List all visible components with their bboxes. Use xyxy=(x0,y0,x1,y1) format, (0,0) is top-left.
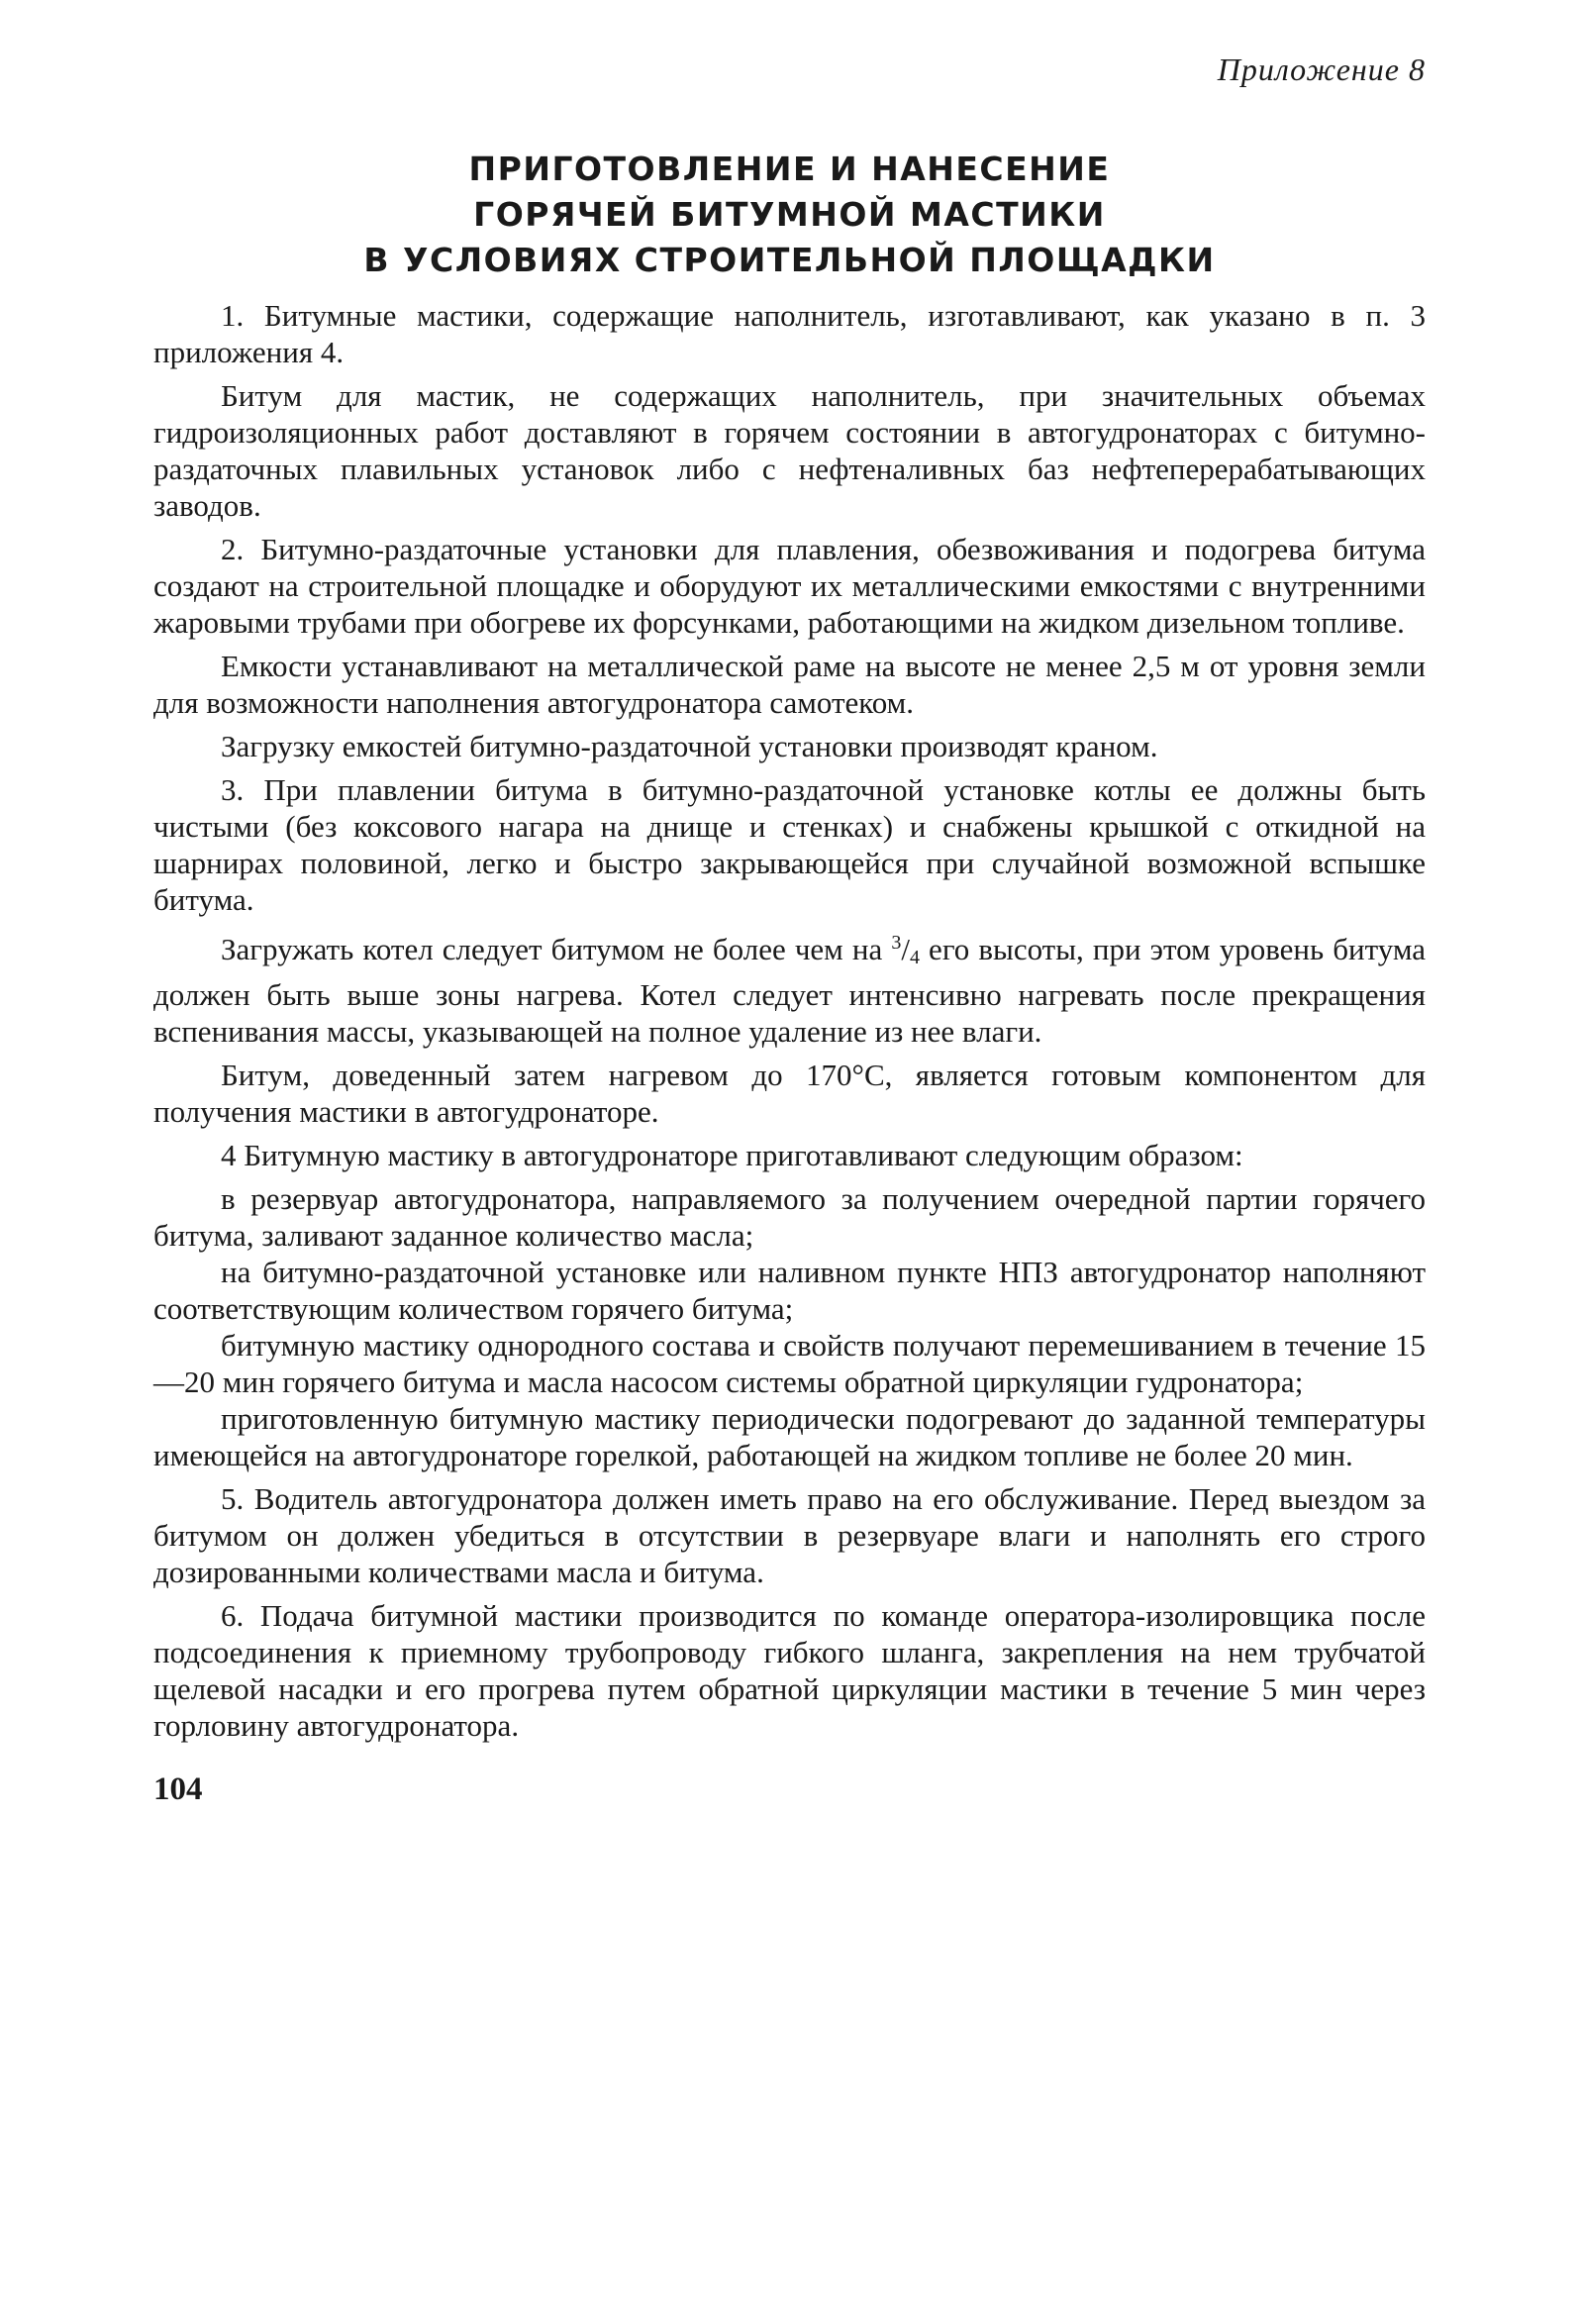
title-line-3: В УСЛОВИЯХ СТРОИТЕЛЬНОЙ ПЛОЩАДКИ xyxy=(363,241,1216,279)
document-page xyxy=(153,40,1426,2268)
step-item-3: битумную мастику однородного состава и свойств получают перемешиванием в течение 15—20 мин горячего битума и масла насосом системы обратной циркуляции гудронатора; xyxy=(153,1328,1426,1399)
step-item-2: на битумно-раздаточной установке или наливном пункте НПЗ автогудронатор наполняют соответствующим количеством горячего битума; xyxy=(153,1255,1426,1326)
paragraph-5: Загрузку емкостей битумно-раздаточной установки производят краном. xyxy=(221,729,1158,763)
paragraph-8: Битум, доведенный затем нагревом до 170°С, является готовым компонентом для получения мастики в автогудронаторе. xyxy=(153,1058,1426,1129)
paragraph-4: Емкости устанавливают на металлической раме на высоте не менее 2,5 м от уровня земли для возможности наполнения автогудронатора самотеком. xyxy=(153,649,1426,720)
paragraph-1: 1. Битумные мастики, содержащие наполнитель, изготавливают, как указано в п. 3 приложения 4. xyxy=(153,298,1426,369)
paragraph-9: 4 Битумную мастику в автогудронаторе приготавливают следующим образом: xyxy=(221,1138,1243,1172)
appendix-label: Приложение 8 xyxy=(1217,51,1426,87)
paragraph-3: 2. Битумно-раздаточные установки для плавления, обезвоживания и подогрева битума создают на строительной площадке и оборудуют их металлическими емкостями с внутренними жаровыми трубами при обогреве их форсунками, работающими на жидком дизельном топливе. xyxy=(153,532,1426,640)
paragraph-fill-level: Загружать котел следует битумом не более чем на $^3/_4$ его высоты, при этом уровень битума должен быть выше зоны нагрева. Котел следует интенсивно нагревать после прекращения вспенивания массы, указывающей на полное удаление из нее влаги. xyxy=(153,932,1427,1049)
fraction-numerator: 3 xyxy=(891,932,902,954)
title-line-1: ПРИГОТОВЛЕНИЕ И НАНЕСЕНИЕ xyxy=(468,150,1111,188)
fill-text-before: Загружать котел следует битумом не более чем на xyxy=(221,932,892,966)
step-item-4: приготовленную битумную мастику периодически подогревают до заданной температуры имеющейся на автогудронаторе горелкой, работающей на жидком топливе не более 20 мин. xyxy=(153,1401,1426,1472)
document-title xyxy=(153,147,1426,283)
paragraph-14: 5. Водитель автогудронатора должен иметь право на его обслуживание. Перед выездом за битумом он должен убедиться в отсутствии в резервуаре влаги и наполнять его строго дозированными количествами масла и битума. xyxy=(153,1481,1426,1589)
page-number: 104 xyxy=(153,1771,203,1807)
step-item-1: в резервуар автогудронатора, направляемого за получением очередной партии горячего битума, заливают заданное количество масла; xyxy=(153,1181,1426,1253)
paragraph-6: 3. При плавлении битума в битумно-раздаточной установке котлы ее должны быть чистыми (без коксового нагара на днище и стенках) и снабжены крышкой с откидной на шарнирах половиной, легко и быстро закрывающейся при случайной возможной вспышке битума. xyxy=(153,772,1426,917)
document-body xyxy=(153,297,1426,1744)
paragraph-2: Битум для мастик, не содержащих наполнитель, при значительных объемах гидроизоляционных работ доставляют в горячем состоянии в автогудронаторах с битумно-раздаточных плавильных установок либо с нефтеналивных баз нефтеперерабатывающих заводов. xyxy=(153,378,1426,523)
paragraph-15: 6. Подача битумной мастики производится по команде оператора-изолировщика после подсоединения к приемному трубопроводу гибкого шланга, закрепления на нем трубчатой щелевой насадки и его прогрева путем обратной циркуляции мастики в течение 5 мин через горловину автогудронатора. xyxy=(153,1598,1426,1743)
fraction-denominator: 4 xyxy=(909,947,920,968)
title-line-2: ГОРЯЧЕЙ БИТУМНОЙ МАСТИКИ xyxy=(473,195,1106,234)
fill-text-after: его высоты, при этом уровень битума должен быть выше зоны нагрева. Котел следует интенсивно нагревать после прекращения вспенивания массы, указывающей на полное удаление из нее влаги. xyxy=(153,932,1427,1049)
